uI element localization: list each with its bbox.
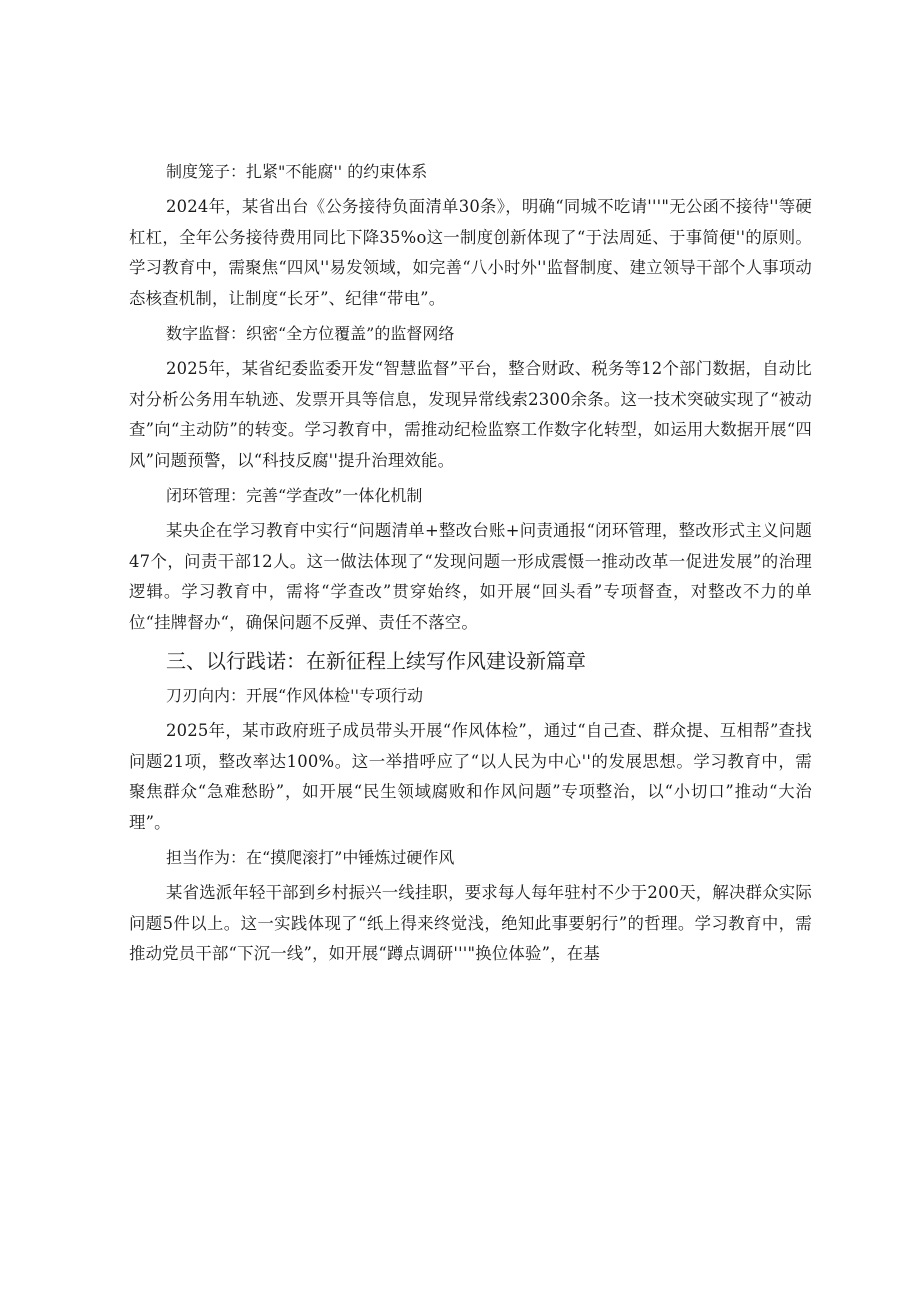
document-body (129, 158, 812, 976)
subhead-take-responsibility: 担当作为：在“摸爬滚打”中锤炼过硬作风 (166, 848, 455, 867)
subhead-closed-loop-management: 闭环管理：完善“学查改”一体化机制 (166, 486, 423, 505)
paragraph-style-checkup: 2025年，某市政府班子成员带头开展“作风体检”，通过“自己查、群众提、互相帮”查找问题21项，整改率达100%。这一举措呼应了“以人民为中心''的发展思想。学习教育中，需聚焦群众“急难愁盼”，如开展“民生领域腐败和作风问题”专项整治，以“小切口”推动“大治理”。 (129, 721, 812, 832)
subhead-blade-inward: 刀刃向内：开展“作风体检''专项行动 (166, 686, 423, 705)
paragraph-central-enterprise-rectification: 某央企在学习教育中实行“问题清单+整改台账+问责通报“闭环管理，整改形式主义问题47个，问责干部12人。这一做法体现了“发现问题一形成震慑一推动改革一促进发展”的治理逻辑。学习教育中，需将“学查改”贯穿始终，如开展“回头看”专项督查，对整改不力的单位“挂牌督办“，确保问题不反弹、责任不落空。 (129, 521, 812, 632)
subhead-system-cage: 制度笼子：扎紧"不能腐'' 的约束体系 (166, 162, 428, 181)
paragraph-official-reception-list: 2024年，某省出台《公务接待负面清单30条》，明确“同城不吃请'''"无公函不接待''等硬杠杠，全年公务接待费用同比下降35%o这一制度创新体现了“于法周延、于事简便''的原则。学习教育中，需聚焦“四风''易发领域，如完善“八小时外''监督制度、建立领导干部个人事项动态核查机制，让制度“长牙”、纪律“带电”。 (129, 197, 813, 308)
paragraph-smart-supervision-platform: 2025年，某省纪委监委开发“智慧监督”平台，整合财政、税务等12个部门数据，自动比对分析公务用车轨迹、发票开具等信息，发现异常线索2300余条。这一技术突破实现了“被动查”向“主动防”的转变。学习教育中，需推动纪检监察工作数字化转型，如运用大数据开展“四风”问题预警，以“科技反腐''提升治理效能。 (129, 359, 812, 470)
paragraph-rural-cadres: 某省选派年轻干部到乡村振兴一线挂职，要求每人每年驻村不少于200天，解决群众实际问题5件以上。这一实践体现了“纸上得来终觉浅，绝知此事要躬行”的哲理。学习教育中，需推动党员干部“下沉一线”，如开展“蹲点调研'''"换位体验”，在基 (129, 883, 812, 963)
section-heading-three: 三、以行践诺：在新征程上续写作风建设新篇章 (166, 649, 586, 673)
subhead-digital-supervision: 数字监督：织密“全方位覆盖”的监督网络 (166, 324, 455, 343)
